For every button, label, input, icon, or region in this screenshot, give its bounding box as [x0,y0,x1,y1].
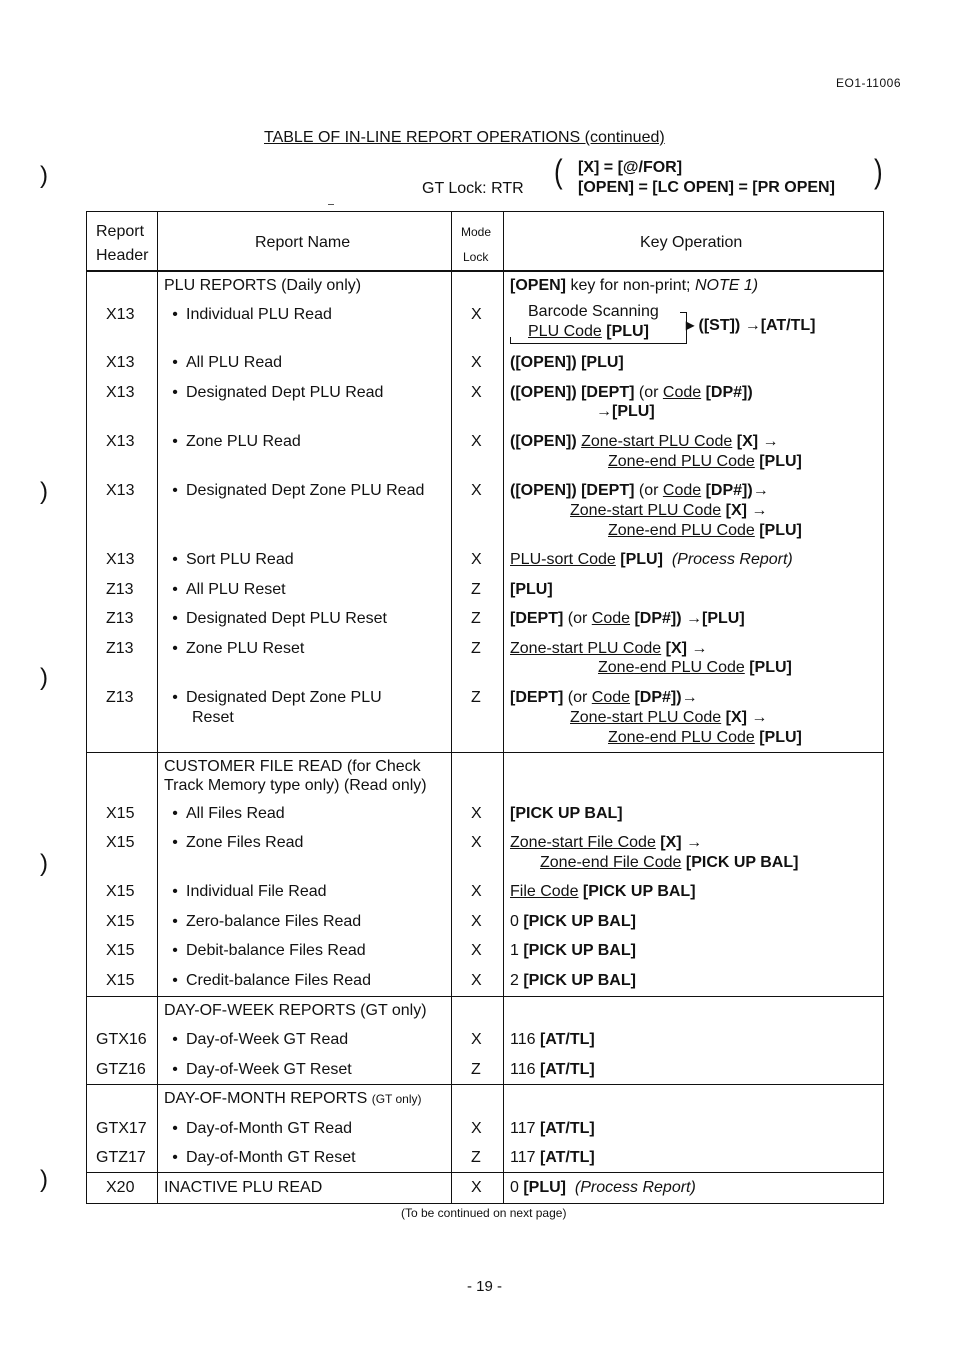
key-op: →[PLU] [596,403,655,420]
row-mode: Z [471,1149,481,1166]
row-mode: X [471,942,482,959]
row-name: • Individual PLU Read [172,306,332,323]
key-op: ([OPEN]) [PLU] [510,354,624,371]
section-customer-file-cont: Track Memory type only) (Read only) [164,777,427,794]
row-header: Z13 [106,610,134,627]
row-mode: X [471,306,482,323]
row-header: X15 [106,883,135,900]
row-mode: X [471,433,482,450]
row-header: GTZ17 [96,1149,146,1166]
gt-lock-label: GT Lock: RTR [422,180,524,197]
row-header: X13 [106,433,135,450]
row-header: X15 [106,942,135,959]
row-header: Z13 [106,581,134,598]
row-mode: Z [471,689,481,706]
row-mode: X [471,1120,482,1137]
page-number: - 19 - [467,1278,503,1295]
header-mode-2: Lock [463,250,489,264]
row-header: X13 [106,482,135,499]
row-name: • Sort PLU Read [172,551,294,568]
row-name: • Debit-balance Files Read [172,942,366,959]
header-report-name: Report Name [255,234,351,251]
key-op: [PICK UP BAL] [510,805,623,822]
key-op: ([OPEN]) [DEPT] (or Code [DP#]) [510,384,753,401]
key-op: Zone-start PLU Code [X] → [570,709,768,726]
row-name: • Designated Dept PLU Read [172,384,384,401]
key-op: ([OPEN]) Zone-start PLU Code [X] → [510,433,779,450]
key-op: Zone-end PLU Code [PLU] [608,522,802,539]
row-name: INACTIVE PLU READ [164,1179,323,1196]
section-plu-reports: PLU REPORTS (Daily only) [164,277,362,294]
key-op: [DEPT] (or Code [DP#])→ [510,689,698,706]
key-op: ▸ ([ST]) →[AT/TL] [686,317,816,334]
header-report-1: Report [96,223,145,240]
binder-mark: ) [40,478,48,505]
row-name: • Day-of-Month GT Reset [172,1149,356,1166]
key-op: ([OPEN]) [DEPT] (or Code [DP#])→ [510,482,769,499]
row-header: X15 [106,913,135,930]
key-definition-x: [X] = [@/FOR] [578,159,683,176]
page-title: TABLE OF IN-LINE REPORT OPERATIONS (continued) [264,129,665,146]
stray-mark [328,204,334,205]
bracket [510,343,686,344]
row-header: Z13 [106,640,134,657]
key-op: Barcode Scanning [528,303,659,320]
key-op: 0 [PICK UP BAL] [510,913,636,930]
continued-note: (To be continued on next page) [401,1206,567,1220]
key-op: Zone-end PLU Code [PLU] [598,659,792,676]
key-op: 117 [AT/TL] [510,1120,595,1137]
key-op: Zone-start File Code [X] → [510,834,703,851]
row-mode: Z [471,581,481,598]
key-op: 116 [AT/TL] [510,1031,595,1048]
bracket [510,337,511,344]
row-mode: Z [471,640,481,657]
document-id: EO1-11006 [836,76,901,90]
key-op: 116 [AT/TL] [510,1061,595,1078]
row-header: X15 [106,805,135,822]
row-mode: X [471,354,482,371]
key-definition-open: [OPEN] = [LC OPEN] = [PR OPEN] [578,179,835,196]
key-op: Zone-start PLU Code [X] → [570,502,768,519]
row-mode: X [471,482,482,499]
key-op: Zone-start PLU Code [X] → [510,640,708,657]
row-name-cont: Reset [192,709,234,726]
key-op: 0 [PLU] (Process Report) [510,1179,696,1196]
plu-section-note: [OPEN] key for non-print; NOTE 1) [510,277,759,294]
binder-mark: ) [40,162,48,189]
row-name: • Designated Dept Zone PLU [172,689,382,706]
row-mode: X [471,883,482,900]
key-op: 117 [AT/TL] [510,1149,595,1166]
row-mode: X [471,972,482,989]
row-mode: X [471,1031,482,1048]
key-op: 2 [PICK UP BAL] [510,972,636,989]
row-mode: Z [471,1061,481,1078]
row-name: • All PLU Read [172,354,283,371]
row-header: X13 [106,384,135,401]
row-name: • All PLU Reset [172,581,286,598]
row-name: • Designated Dept Zone PLU Read [172,482,425,499]
row-name: • Zone PLU Read [172,433,301,450]
key-op: Zone-end File Code [PICK UP BAL] [540,854,799,871]
key-op: Zone-end PLU Code [PLU] [608,729,802,746]
header-key-operation: Key Operation [640,234,743,251]
header-report-2: Header [96,247,149,264]
row-header: GTX17 [96,1120,147,1137]
row-mode: X [471,384,482,401]
row-header: X15 [106,972,135,989]
row-name: • Day-of-Week GT Read [172,1031,349,1048]
binder-mark: ) [40,1166,48,1193]
row-name: • Credit-balance Files Read [172,972,371,989]
row-header: X13 [106,306,135,323]
row-header: GTX16 [96,1031,147,1048]
row-header: X13 [106,354,135,371]
row-mode: X [471,913,482,930]
row-mode: Z [471,610,481,627]
row-name: • Day-of-Week GT Reset [172,1061,352,1078]
key-op: 1 [PICK UP BAL] [510,942,636,959]
row-name: • Designated Dept PLU Reset [172,610,387,627]
row-mode: X [471,805,482,822]
section-day-of-week: DAY-OF-WEEK REPORTS (GT only) [164,1002,427,1019]
row-name: • All Files Read [172,805,285,822]
binder-mark: ) [40,664,48,691]
row-name: • Zero-balance Files Read [172,913,362,930]
row-header: X20 [106,1179,135,1196]
row-name: • Zone PLU Reset [172,640,305,657]
row-mode: X [471,1179,482,1196]
key-op: PLU-sort Code [PLU] (Process Report) [510,551,793,568]
row-name: • Zone Files Read [172,834,304,851]
row-header: X15 [106,834,135,851]
row-header: X13 [106,551,135,568]
paren-left: ( [554,151,563,191]
key-op: Zone-end PLU Code [PLU] [608,453,802,470]
paren-right: ) [874,151,883,191]
section-day-of-month: DAY-OF-MONTH REPORTS (GT only) [164,1090,422,1107]
row-name: • Individual File Read [172,883,327,900]
key-op: PLU Code [PLU] [528,323,649,340]
row-mode: X [471,834,482,851]
row-header: Z13 [106,689,134,706]
row-mode: X [471,551,482,568]
binder-mark: ) [40,850,48,877]
row-name: • Day-of-Month GT Read [172,1120,352,1137]
key-op: [PLU] [510,581,553,598]
key-op: [DEPT] (or Code [DP#]) →[PLU] [510,610,745,627]
header-mode-1: Mode [461,225,492,239]
section-customer-file: CUSTOMER FILE READ (for Check [164,758,421,775]
row-header: GTZ16 [96,1061,146,1078]
key-op: File Code [PICK UP BAL] [510,883,696,900]
